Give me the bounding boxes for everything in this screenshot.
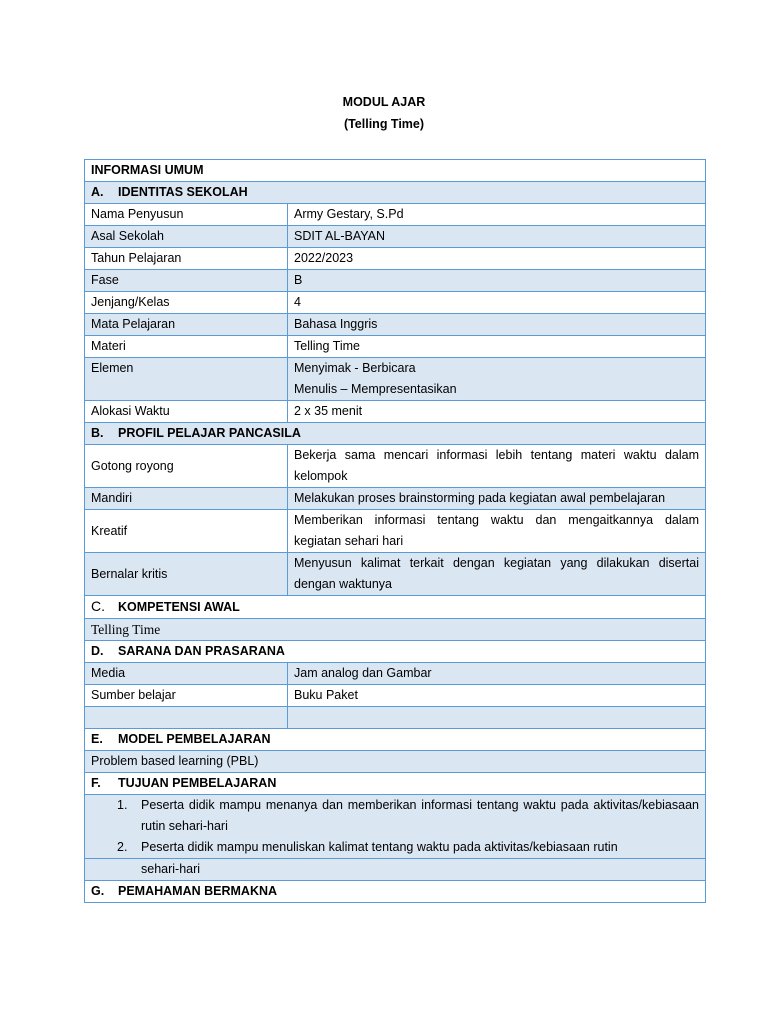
document-subtitle: (Telling Time): [343, 117, 425, 131]
section-c-content-row: [85, 619, 706, 641]
list-item: [117, 795, 699, 837]
learning-model: Problem based learning (PBL): [85, 751, 706, 773]
section-f-goals-row: [85, 795, 706, 859]
section-b-heading-row: [85, 423, 706, 445]
module-info-table: [84, 159, 706, 903]
identity-row: [85, 226, 706, 248]
section-d-heading-row: [85, 641, 706, 663]
empty-cell: [85, 707, 288, 729]
identity-value: [288, 358, 706, 401]
profile-row: [85, 445, 706, 488]
list-number: 2.: [117, 840, 128, 854]
facility-label: Media: [85, 663, 288, 685]
element-line: Menulis – Mempresentasikan: [294, 382, 457, 396]
facility-value: Jam analog dan Gambar: [288, 663, 706, 685]
section-f-heading: F. TUJUAN PEMBELAJARAN: [85, 773, 706, 795]
identity-row: [85, 248, 706, 270]
identity-value: B: [288, 270, 706, 292]
profile-row: [85, 553, 706, 596]
facility-label: Sumber belajar: [85, 685, 288, 707]
facility-value: Buku Paket: [288, 685, 706, 707]
identity-label: Fase: [85, 270, 288, 292]
identity-row: [85, 292, 706, 314]
identity-value: Telling Time: [288, 336, 706, 358]
identity-value: 4: [288, 292, 706, 314]
section-e-heading-row: [85, 729, 706, 751]
identity-row: [85, 204, 706, 226]
identity-label: Nama Penyusun: [85, 204, 288, 226]
identity-label: Materi: [85, 336, 288, 358]
empty-row: [85, 707, 706, 729]
profile-label: Mandiri: [85, 488, 288, 510]
section-b-heading: B. PROFIL PELAJAR PANCASILA: [85, 423, 706, 445]
profile-label: Bernalar kritis: [85, 553, 288, 596]
section-f-goals-continued-row: [85, 859, 706, 881]
identity-value: 2022/2023: [288, 248, 706, 270]
identity-row: [85, 336, 706, 358]
identity-label: Jenjang/Kelas: [85, 292, 288, 314]
identity-row: [85, 358, 706, 401]
profile-row: [85, 510, 706, 553]
identity-value: Bahasa Inggris: [288, 314, 706, 336]
identity-label: Tahun Pelajaran: [85, 248, 288, 270]
section-d-heading: D. SARANA DAN PRASARANA: [85, 641, 706, 663]
identity-label: Asal Sekolah: [85, 226, 288, 248]
section-e-content-row: [85, 751, 706, 773]
section-c-heading: C. KOMPETENSI AWAL: [85, 596, 706, 619]
identity-value: Army Gestary, S.Pd: [288, 204, 706, 226]
list-text-continued: sehari-hari: [85, 859, 706, 881]
identity-label: Alokasi Waktu: [85, 401, 288, 423]
list-text: Peserta didik mampu menanya dan memberikan informasi tentang waktu pada aktivitas/kebiasaan rutin sehari-hari: [141, 798, 699, 833]
empty-cell: [288, 707, 706, 729]
list-item: [117, 837, 699, 858]
identity-row: [85, 270, 706, 292]
general-info-heading-row: [85, 160, 706, 182]
profile-value: Menyusun kalimat terkait dengan kegiatan yang dilakukan disertai dengan waktunya: [288, 553, 706, 596]
identity-row: [85, 314, 706, 336]
profile-value: Bekerja sama mencari informasi lebih tentang materi waktu dalam kelompok: [288, 445, 706, 488]
identity-value: 2 x 35 menit: [288, 401, 706, 423]
profile-label: Kreatif: [85, 510, 288, 553]
section-f-heading-row: [85, 773, 706, 795]
list-text: Peserta didik mampu menuliskan kalimat tentang waktu pada aktivitas/kebiasaan rutin: [141, 840, 618, 854]
learning-goals: [85, 795, 706, 859]
profile-label: Gotong royong: [85, 445, 288, 488]
section-g-heading: G. PEMAHAMAN BERMAKNA: [85, 881, 706, 903]
initial-competence: Telling Time: [85, 619, 706, 641]
profile-value: Melakukan proses brainstorming pada kegiatan awal pembelajaran: [288, 488, 706, 510]
element-line: Menyimak - Berbicara: [294, 361, 416, 375]
identity-value: SDIT AL-BAYAN: [288, 226, 706, 248]
section-e-heading: E. MODEL PEMBELAJARAN: [85, 729, 706, 751]
section-g-heading-row: [85, 881, 706, 903]
document-title: MODUL AJAR: [342, 95, 426, 109]
identity-label: Elemen: [85, 358, 288, 401]
section-a-heading: A. IDENTITAS SEKOLAH: [85, 182, 706, 204]
facility-row: [85, 663, 706, 685]
identity-label: Mata Pelajaran: [85, 314, 288, 336]
general-info-heading: INFORMASI UMUM: [85, 160, 706, 182]
facility-row: [85, 685, 706, 707]
identity-row: [85, 401, 706, 423]
section-a-heading-row: [85, 182, 706, 204]
list-number: 1.: [117, 798, 128, 812]
profile-value: Memberikan informasi tentang waktu dan mengaitkannya dalam kegiatan sehari hari: [288, 510, 706, 553]
section-c-heading-row: [85, 596, 706, 619]
profile-row: [85, 488, 706, 510]
